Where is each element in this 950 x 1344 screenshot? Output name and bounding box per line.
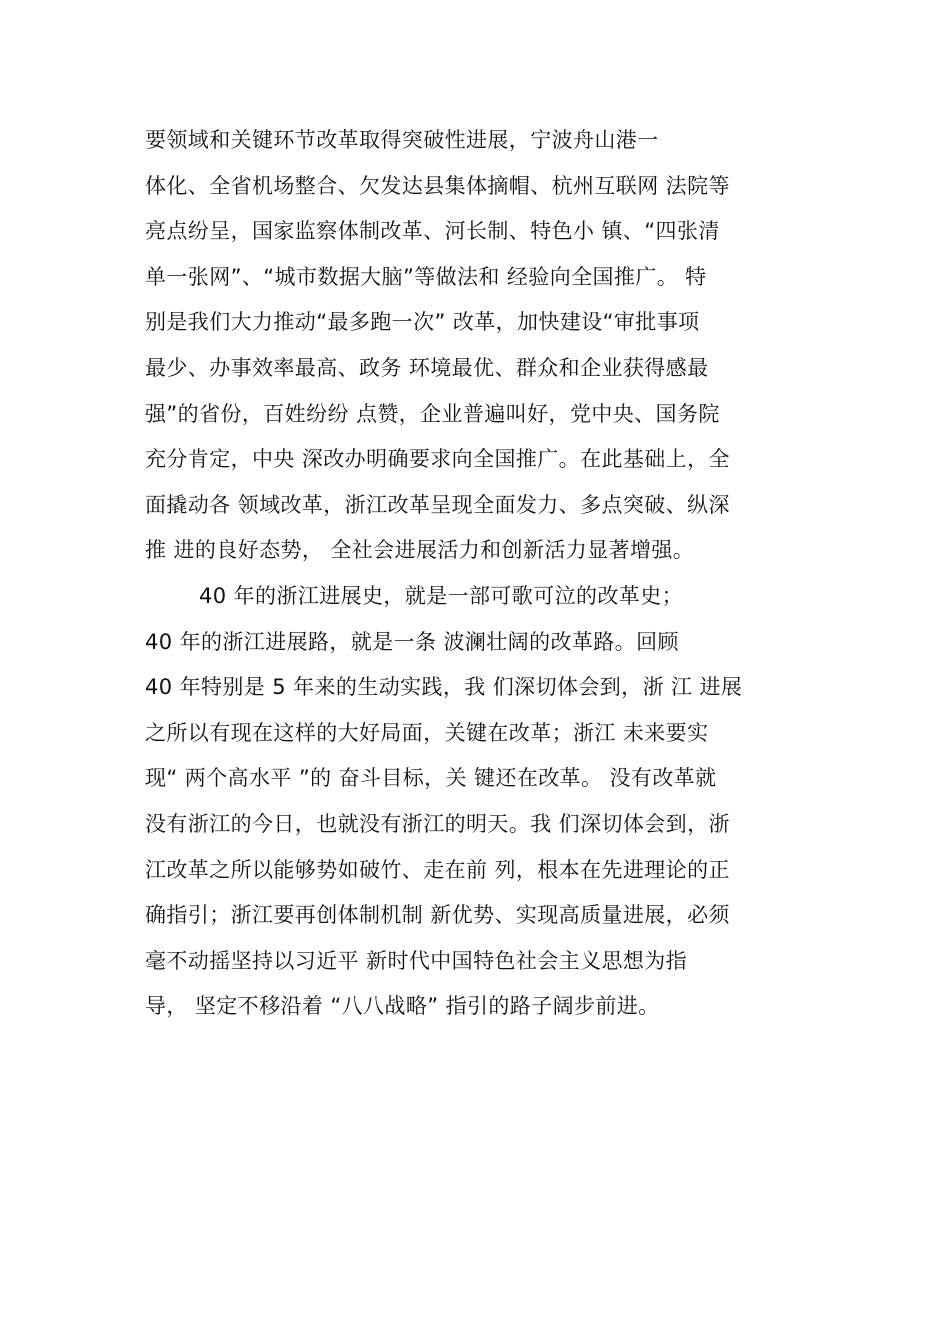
text-line: 面撬动各 领域改革，浙江改革呈现全面发力、多点突破、纵深 [145,492,730,517]
text-line: 40 年特别是 5 年来的生动实践，我 们深切体会到，浙 江 进展 [145,675,743,700]
text-line: 强”的省份，百姓纷纷 点赞，企业普遍叫好，党中央、国务院 [145,401,720,426]
text-line: 要领域和关键环节改革取得突破性进展，宁波舟山港一 [145,128,659,152]
text-line: 体化、全省机场整合、欠发达县集体摘帽、杭州互联网 法院等 [145,173,730,198]
text-line: 毫不动摇坚持以习近平 新时代中国特色社会主义思想为指 [145,948,688,973]
text-line: 40 年的浙江进展路，就是一条 波澜壮阔的改革路。回顾 [145,629,679,654]
text-line: 现“ 两个高水平 ”的 奋斗目标，关 键还在改革。 没有改革就 [145,766,717,791]
text-line: 亮点纷呈，国家监察体制改革、河长制、特色小 镇、“四张清 [145,219,720,244]
paragraph-start-line: 40 年的浙江进展史，就是一部可歌可泣的改革史； [199,583,683,608]
text-line: 推 进的良好态势， 全社会进展活力和创新活力显著增强。 [145,538,695,563]
text-line: 导， 坚定不移沿着 “八八战略” 指引的路子阔步前进。 [145,994,660,1019]
document-body [145,122,835,1034]
text-line: 别是我们大力推动“最多跑一次” 改革，加快建设“审批事项 [145,310,700,335]
text-line: 最少、办事效率最高、政务 环境最优、群众和企业获得感最 [145,355,709,380]
text-line: 江改革之所以能够势如破竹、走在前 列，根本在先进理论的正 [145,857,730,882]
text-line: 单一张网”、“城市数据大脑”等做法和 经验向全国推广。 特 [145,264,707,289]
text-line: 确指引；浙江要再创体制机制 新优势、实现高质量进展，必须 [145,903,730,928]
text-line: 没有浙江的今日，也就没有浙江的明天。我 们深切体会到，浙 [145,811,730,836]
text-line: 充分肯定，中央 深改办明确要求向全国推广。在此基础上，全 [145,447,730,472]
text-line: 之所以有现在这样的大好局面，关键在改革；浙江 未来要实 [145,720,709,745]
